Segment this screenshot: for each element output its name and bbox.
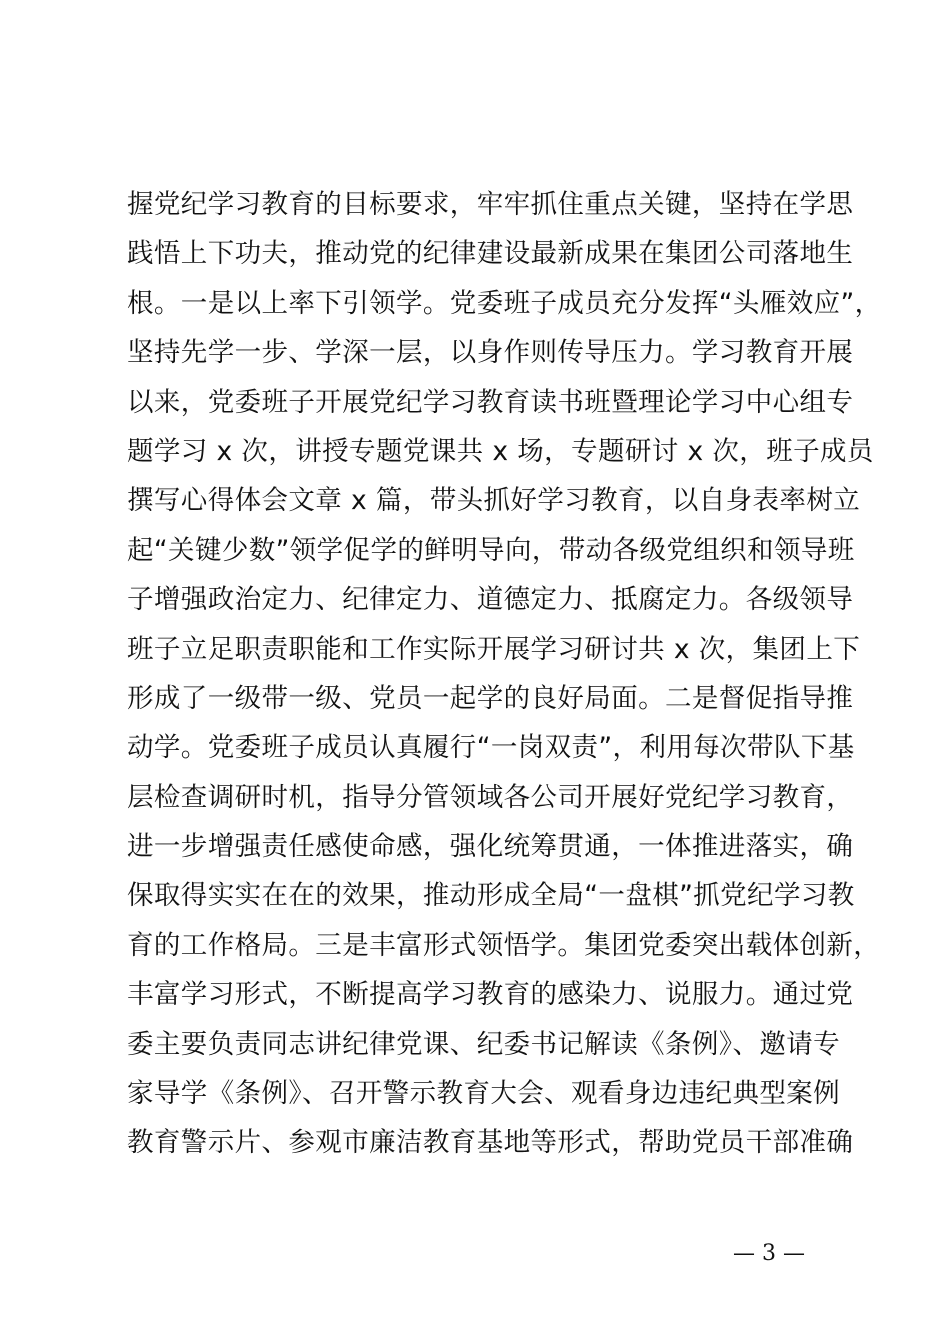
text-line: 坚持先学一步、学深一层，以身作则传导压力。学习教育开展 [127, 337, 854, 369]
text-line: 育的工作格局。三是丰富形式领悟学。集团党委突出载体创新， [127, 929, 881, 961]
text-line: 题学习 x 次，讲授专题党课共 x 场，专题研讨 x 次，班子成员 [127, 435, 874, 467]
text-line: 握党纪学习教育的目标要求，牢牢抓住重点关键，坚持在学思 [127, 189, 854, 220]
text-line: 根。一是以上率下引领学。党委班子成员充分发挥“头雁效应”， [127, 287, 882, 319]
text-line: 撰写心得体会文章 x 篇，带头抓好学习教育，以自身表率树立 [127, 485, 861, 517]
text-line: 形成了一级带一级、党员一起学的良好局面。二是督促指导推 [127, 682, 854, 714]
text-line: 子增强政治定力、纪律定力、道德定力、抵腐定力。各级领导 [127, 584, 854, 616]
text-line: 委主要负责同志讲纪律党课、纪委书记解读《条例》、邀请专 [127, 1028, 841, 1060]
text-line: 践悟上下功夫，推动党的纪律建设最新成果在集团公司落地生 [127, 238, 854, 270]
text-line: 层检查调研时机，指导分管领域各公司开展好党纪学习教育， [127, 781, 854, 813]
body-paragraph [127, 180, 882, 1168]
text-line: 家导学《条例》、召开警示教育大会、观看身边违纪典型案例 [127, 1078, 841, 1110]
text-line: 丰富学习形式，不断提高学习教育的感染力、说服力。通过党 [127, 979, 854, 1011]
text-line: 动学。党委班子成员认真履行“一岗双责”，利用每次带队下基 [127, 732, 855, 764]
text-line: 起“关键少数”领学促学的鲜明导向，带动各级党组织和领导班 [127, 534, 855, 566]
page-number: — 3 — [733, 1241, 805, 1266]
text-line: 教育警示片、参观市廉洁教育基地等形式，帮助党员干部准确 [127, 1127, 854, 1159]
text-line: 保取得实实在在的效果，推动形成全局“一盘棋”抓党纪学习教 [127, 880, 855, 912]
text-line: 班子立足职责职能和工作实际开展学习研讨共 x 次，集团上下 [127, 633, 861, 665]
text-line: 以来，党委班子开展党纪学习教育读书班暨理论学习中心组专 [127, 386, 854, 418]
text-line: 进一步增强责任感使命感，强化统筹贯通，一体推进落实，确 [127, 831, 854, 863]
